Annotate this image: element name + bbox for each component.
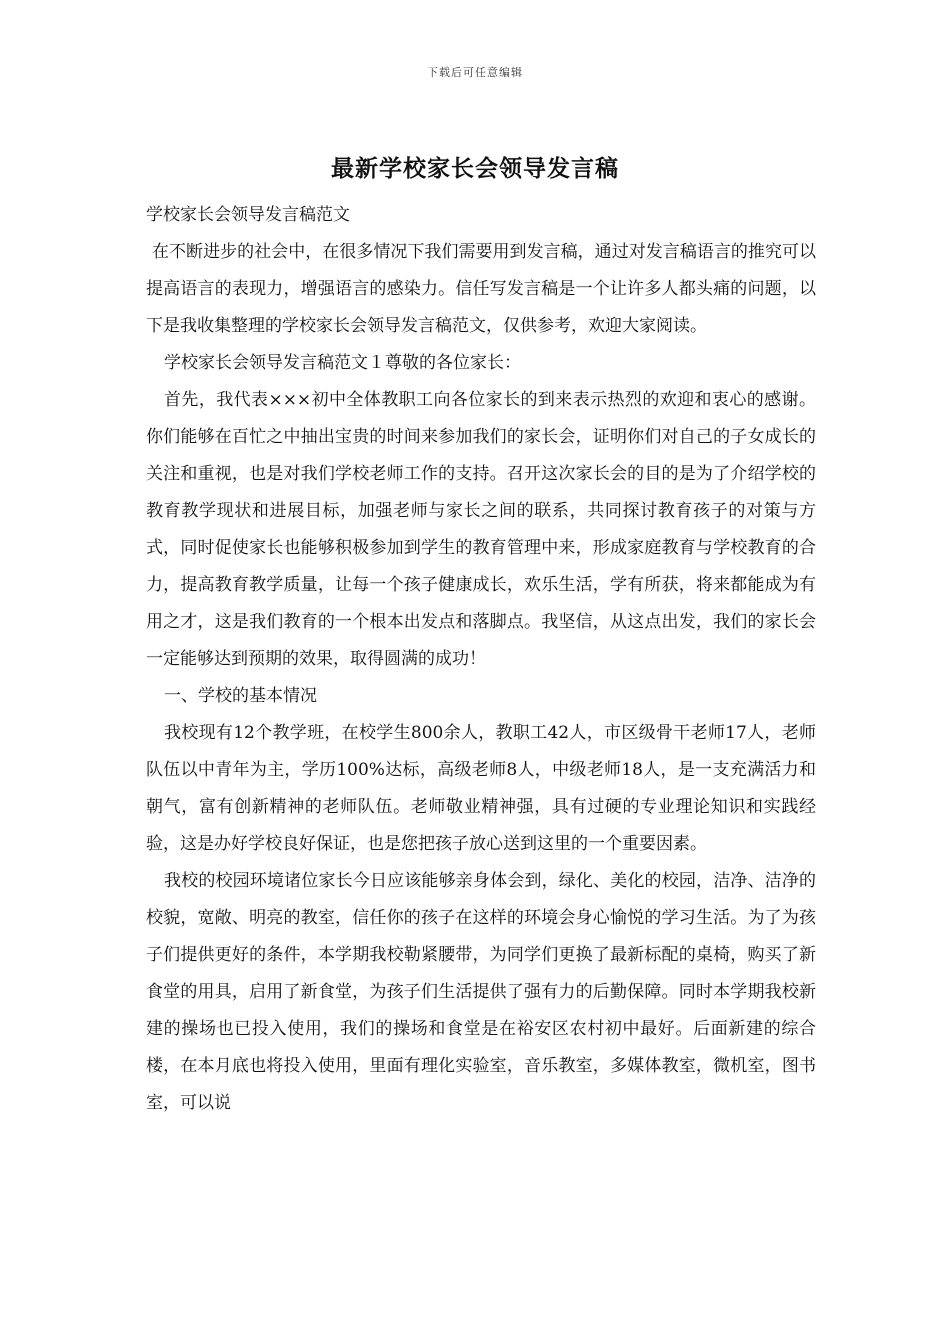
document-title: 最新学校家长会领导发言稿 [331,155,619,182]
subtitle-paragraph: 学校家长会领导发言稿范文 [146,205,350,225]
school-info-paragraph: 我校现有12个教学班，在校学生800余人，教职工42人，市区级骨干老师17人，老师队伍以中青年为主，学历100%达标，高级老师8人，中级老师18人，是一支充满活力和朝气，富有创新精神的老师队伍。老师敬业精神强，具有过硬的专业理论知识和实践经验，这是办好学校良好保证，也是您把孩子放心送到这里的一个重要因素。 [146,723,816,854]
intro-paragraph: 在不断进步的社会中，在很多情况下我们需要用到发言稿，通过对发言稿语言的推究可以提高语言的表现力，增强语言的感染力。信任写发言稿是一个让许多人都头痛的问题，以下是我收集整理的学校家长会领导发言稿范文，仅供参考，欢迎大家阅读。 [146,242,816,336]
header-note: 下载后可任意编辑 [427,66,523,79]
welcome-paragraph: 首先，我代表×××初中全体教职工向各位家长的到来表示热烈的欢迎和衷心的感谢。你们能够在百忙之中抽出宝贵的时间来参加我们的家长会，证明你们对自己的子女成长的关注和重视，也是对我们学校老师工作的支持。召开这次家长会的目的是为了介绍学校的教育教学现状和进展目标，加强老师与家长之间的联系，共同探讨教育孩子的对策与方式，同时促使家长也能够积极参加到学生的教育管理中来，形成家庭教育与学校教育的合力，提高教育教学质量，让每一个孩子健康成长，欢乐生活，学有所获，将来都能成为有用之才，这是我们教育的一个根本出发点和落脚点。我坚信，从这点出发，我们的家长会一定能够达到预期的效果，取得圆满的成功！ [146,390,816,669]
sample-heading-paragraph: 学校家长会领导发言稿范文１尊敬的各位家长： [164,353,521,373]
section-heading: 一、学校的基本情况 [164,686,317,706]
campus-paragraph: 我校的校园环境诸位家长今日应该能够亲身体会到，绿化、美化的校园，洁净、洁净的校貌，宽敞、明亮的教室，信任你的孩子在这样的环境会身心愉悦的学习生活。为了为孩子们提供更好的条件，本学期我校勒紧腰带，为同学们更换了最新标配的桌椅，购买了新食堂的用具，启用了新食堂，为孩子们生活提供了强有力的后勤保障。同时本学期我校新建的操场也已投入使用，我们的操场和食堂是在裕安区农村初中最好。后面新建的综合楼，在本月底也将投入使用，里面有理化实验室，音乐教室，多媒体教室，微机室，图书室，可以说 [146,871,816,1113]
document-body [146,197,816,1122]
